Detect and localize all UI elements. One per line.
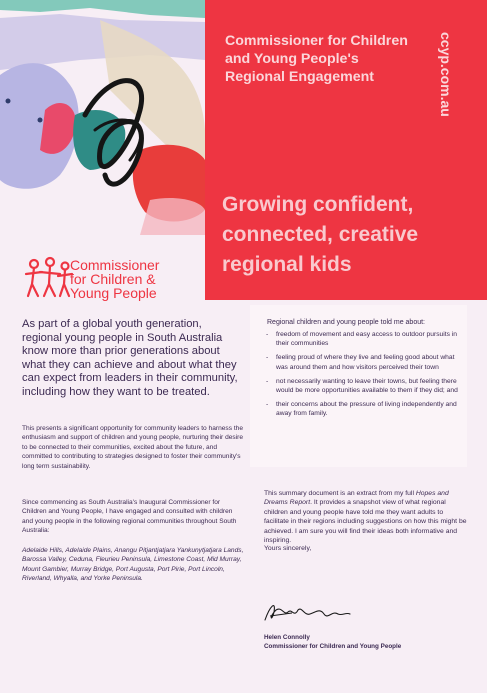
body-paragraph-1: This presents a significant opportunity for community leaders to harness the enthusiasm and support of children and young people, nurturing their desire to be connected to their communities, excited about the future, and committed to contributing to strategies designed to foster their community's long term sustainability.	[22, 425, 244, 470]
findings-list	[266, 330, 466, 424]
list-item	[266, 400, 466, 418]
bullet-dash: -	[266, 377, 269, 385]
list-item-text: freedom of movement and easy access to outdoor pursuits in their communities	[276, 331, 458, 348]
signoff: Yours sincerely,	[264, 545, 312, 552]
regions-list	[22, 546, 244, 584]
summary-paragraph	[264, 489, 469, 545]
site-url[interactable]: ccyp.com.au	[438, 32, 454, 117]
summary-report-title: Hopes and Dreams Report	[264, 490, 449, 507]
summary-after: . It provides a snapshot view of what regional children and young people have told me they want adults to facilitate in their regions including suggestions on how this might be achieved. I am sure you will find their ideas both informative and inspiring.	[264, 499, 467, 545]
summary-before: This summary document is an extract from my full	[264, 490, 416, 497]
logo-line-1: Commissioner	[70, 257, 160, 273]
list-item-text: not necessarily wanting to leave their towns, but feeling there would be more opportunities available to them if they did; and	[276, 377, 458, 395]
signature-icon	[262, 596, 352, 626]
list-item-text: their concerns about the pressure of living independently and away from family.	[276, 401, 457, 418]
bullet-dash: -	[266, 331, 269, 338]
site-url-container	[436, 32, 456, 132]
list-item-text: feeling proud of where they live and feeling good about what was around them and how visitors perceived their town	[276, 354, 455, 371]
regions-list-text: Adelaide Hills, Adelaide Plains, Anangu Pitjantjatjara Yankunytjatjara Lands, Barossa Valley, Ceduna, Fleurieu Peninsula, Limestone Coast, Mid Murray, Mount Gambier, Murray Bridge, Port Augusta, Port Pirie, Port Lincoln, Riverland, Whyalla, and Yorke Peninsula.	[22, 547, 244, 583]
logo-line-2: for Children &	[70, 271, 156, 287]
list-item	[266, 353, 466, 371]
bullet-dash: -	[266, 401, 269, 409]
list-item	[266, 377, 466, 395]
bullet-dash: -	[266, 354, 269, 362]
headline: Growing confident, connected, creative regional kids	[222, 193, 419, 276]
logo-line-3: Young People	[70, 285, 157, 301]
intro-paragraph: As part of a global youth generation, regional young people in South Australia know more than prior generations about what they can achieve and about what they can expect from leaders in their community, including how they want to be treated.	[22, 318, 238, 398]
header-title: Commissioner for Children and Young People's Regional Engagement	[225, 33, 408, 85]
body-paragraph-2: Since commencing as South Australia's Inaugural Commissioner for Children and Young People, I have engaged and consulted with children and young people in the following regional communities throughout South Australia:	[22, 499, 237, 535]
signer-role: Commissioner for Children and Young People	[264, 643, 402, 650]
findings-title: Regional children and young people told me about:	[267, 319, 426, 326]
signer-name: Helen Connolly	[264, 634, 310, 641]
list-item	[266, 330, 466, 348]
cover-artwork	[0, 0, 205, 235]
signer-block	[264, 633, 401, 651]
logo-text	[70, 258, 159, 300]
